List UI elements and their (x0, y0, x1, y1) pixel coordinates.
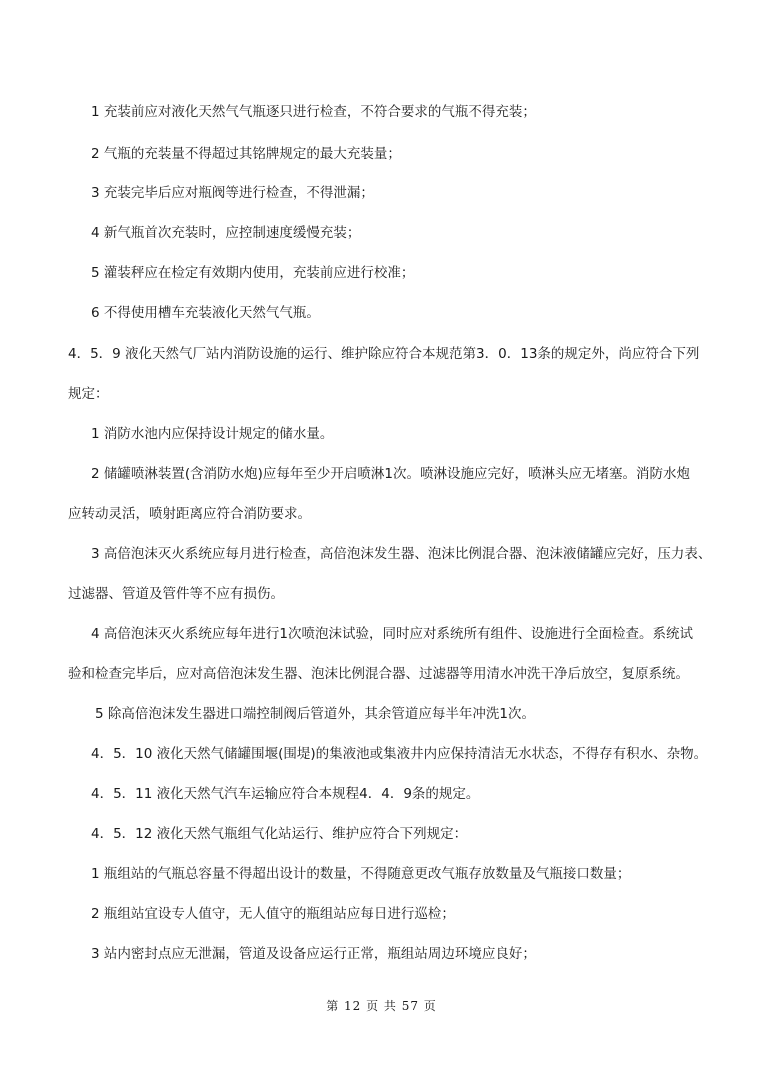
paragraph-line: 过滤器、管道及管件等不应有损伤。 (68, 586, 284, 602)
paragraph-line: 3 高倍泡沫灭火系统应每月进行检查，高倍泡沫发生器、泡沫比例混合器、泡沫液储罐应完好，压力表、 (91, 546, 712, 562)
paragraph-line: 4 新气瓶首次充装时，应控制速度缓慢充装； (91, 225, 361, 241)
section-heading-line: 4．5．12 液化天然气瓶组气化站运行、维护应符合下列规定： (91, 826, 468, 842)
paragraph-line: 1 瓶组站的气瓶总容量不得超出设计的数量，不得随意更改气瓶存放数量及气瓶接口数量； (91, 866, 631, 882)
paragraph-line: 5 除高倍泡沫发生器进口端控制阀后管道外，其余管道应每半年冲洗1次。 (95, 706, 535, 722)
paragraph-line: 2 气瓶的充装量不得超过其铭牌规定的最大充装量； (91, 146, 401, 162)
paragraph-line: 4 高倍泡沫灭火系统应每年进行1次喷泡沫试验，同时应对系统所有组件、设施进行全面检查。系统试 (91, 626, 693, 642)
paragraph-line: 应转动灵活，喷射距离应符合消防要求。 (68, 506, 311, 522)
paragraph-line: 1 充装前应对液化天然气气瓶逐只进行检查，不符合要求的气瓶不得充装； (91, 104, 536, 120)
section-heading-line: 4．5．9 液化天然气厂站内消防设施的运行、维护除应符合本规范第3．0．13条的规定外，尚应符合下列 (68, 346, 700, 362)
paragraph-line: 3 站内密封点应无泄漏，管道及设备应运行正常，瓶组站周边环境应良好； (91, 946, 536, 962)
paragraph-line: 5 灌装秤应在检定有效期内使用，充装前应进行校准； (91, 265, 415, 281)
paragraph-line: 验和检查完毕后，应对高倍泡沫发生器、泡沫比例混合器、过滤器等用清水冲洗干净后放空，复原系统。 (68, 666, 689, 682)
paragraph-line: 规定： (68, 386, 109, 402)
page-number-footer: 第 12 页 共 57 页 (326, 999, 437, 1013)
paragraph-line: 2 瓶组站宜设专人值守，无人值守的瓶组站应每日进行巡检； (91, 906, 455, 922)
paragraph-line: 3 充装完毕后应对瓶阀等进行检查，不得泄漏； (91, 185, 374, 201)
paragraph-line: 6 不得使用槽车充装液化天然气气瓶。 (91, 305, 320, 321)
paragraph-line: 1 消防水池内应保持设计规定的储水量。 (91, 426, 334, 442)
section-heading-line: 4．5．11 液化天然气汽车运输应符合本规程4．4．9条的规定。 (91, 786, 480, 802)
section-heading-line: 4．5．10 液化天然气储罐围堰(围堤)的集液池或集液井内应保持清洁无水状态，不得存有积水、杂物。 (91, 746, 708, 762)
paragraph-line: 2 储罐喷淋装置(含消防水炮)应每年至少开启喷淋1次。喷淋设施应完好，喷淋头应无堵塞。消防水炮 (91, 466, 691, 482)
